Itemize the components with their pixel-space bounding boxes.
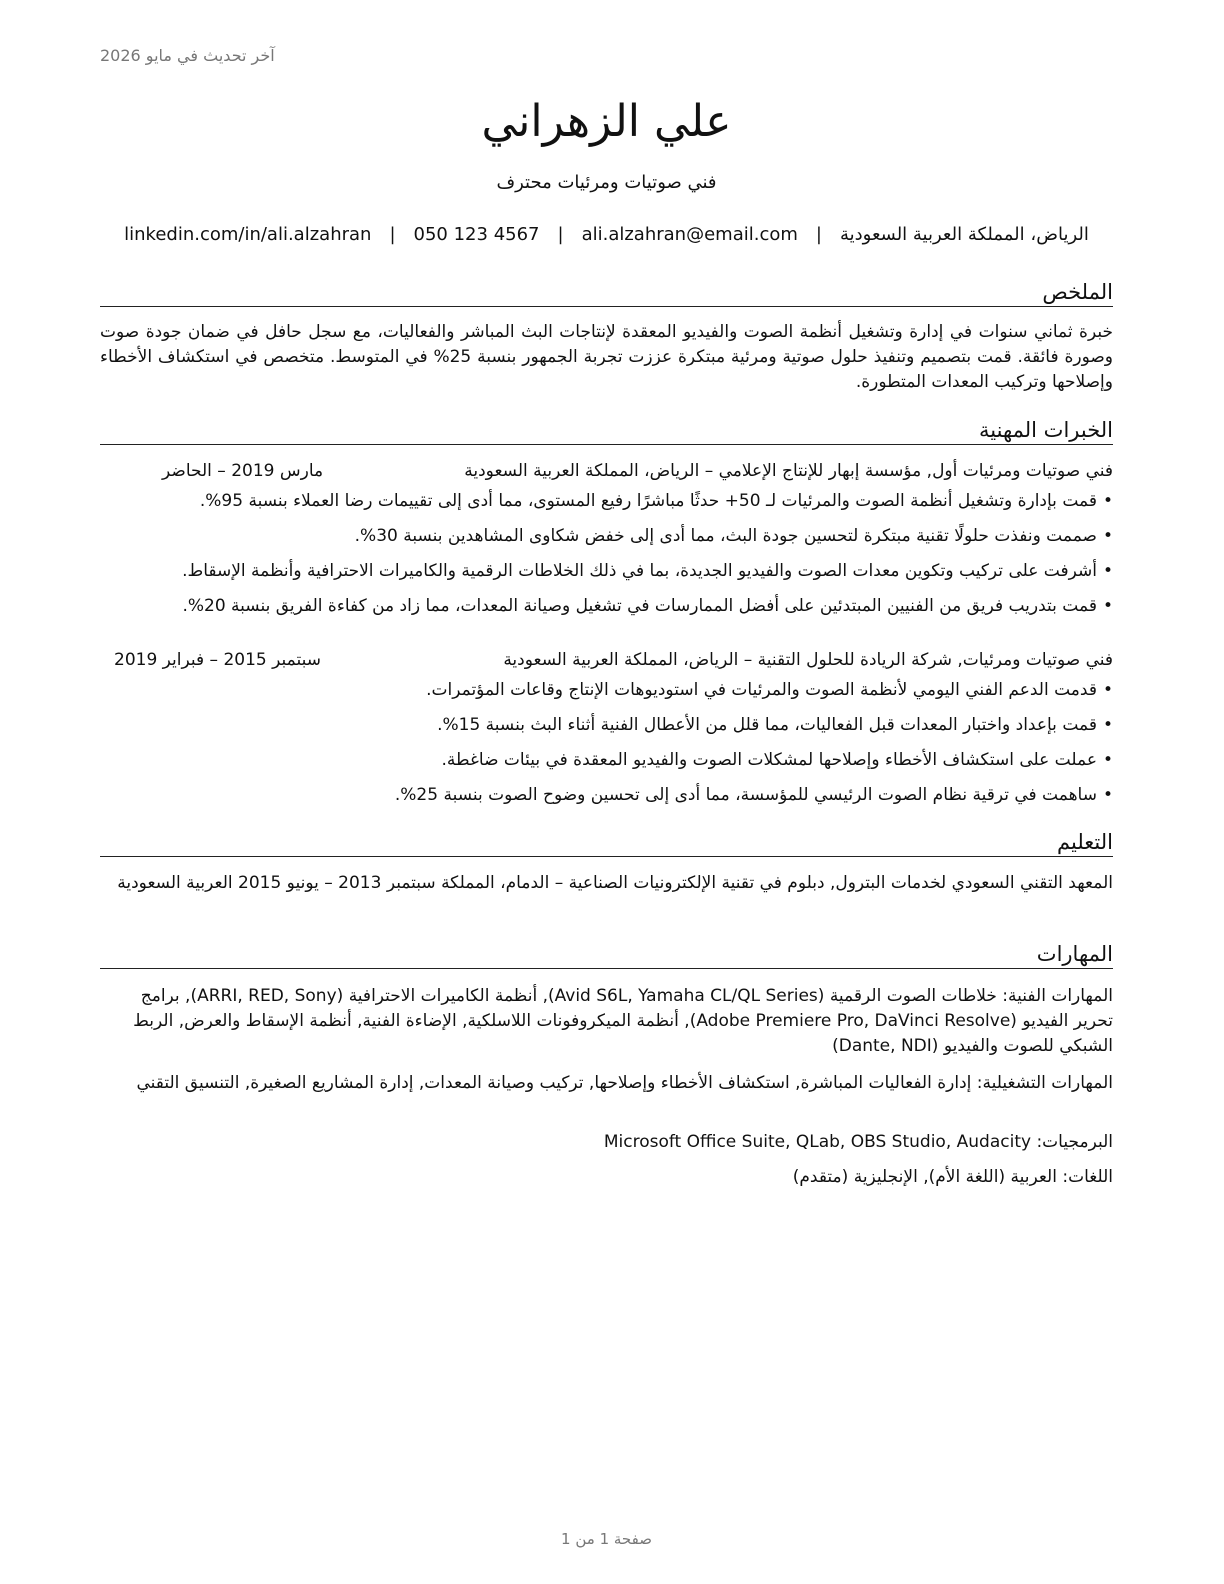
job-dates: مارس 2019 – الحاضر	[162, 461, 324, 481]
skills-heading: المهارات	[100, 940, 1113, 969]
skills-technical: المهارات الفنية: خلاطات الصوت الرقمية (Avid S6L, Yamaha CL/QL Series), أنظمة الكاميرات الاحترافية (ARRI, RED, Sony), برامج تحرير الفيديو (Adobe Premiere Pro, DaVinci Resolve), أنظمة الميكروفونات اللاسلكية, الإضاءة الفنية, أنظمة الإسقاط والعرض, الربط الشبكي للصوت والفيديو (Dante, NDI)	[133, 986, 1113, 1056]
skills-languages: اللغات: العربية (اللغة الأم), الإنجليزية (متقدم)	[792, 1167, 1113, 1187]
job-bullet: •أشرفت على تركيب وتكوين معدات الصوت والفيديو الجديدة، بما في ذلك الخلاطات الرقمية والكاميرات الاحترافية وأنظمة الإسقاط.	[182, 561, 1113, 581]
bullet-dot-icon: •	[1102, 596, 1113, 616]
job-bullet: •عملت على استكشاف الأخطاء وإصلاحها لمشكلات الصوت والفيديو المعقدة في بيئات ضاغطة.	[441, 750, 1113, 770]
candidate-name: علي الزهراني	[481, 96, 732, 147]
contact-phone: 050 123 4567	[413, 224, 540, 245]
bullet-dot-icon: •	[1102, 750, 1113, 770]
job-role-company: فني صوتيات ومرئيات, شركة الريادة للحلول التقنية – الرياض، المملكة العربية السعودية	[503, 650, 1113, 670]
skills-operational: المهارات التشغيلية: إدارة الفعاليات المباشرة, استكشاف الأخطاء وإصلاحها, تركيب وصيانة المعدات, إدارة المشاريع الصغيرة, التنسيق التقني	[136, 1073, 1113, 1093]
job-role-company: فني صوتيات ومرئيات أول, مؤسسة إبهار للإنتاج الإعلامي – الرياض، المملكة العربية السعودية	[464, 461, 1113, 481]
bullet-dot-icon: •	[1102, 526, 1113, 546]
bullet-dot-icon: •	[1102, 785, 1113, 805]
summary-text: خبرة ثماني سنوات في إدارة وتشغيل أنظمة الصوت والفيديو المعقدة لإنتاجات البث المباشر والفعاليات، مع سجل حافل في ضمان جودة صوت وصورة فائقة. قمت بتصميم وتنفيذ حلول صوتية ومرئية مبتكرة عززت تجربة الجمهور بنسبة 25% في المتوسط. متخصص في استكشاف الأخطاء وإصلاحها وتركيب المعدات المتطورة.	[100, 322, 1114, 392]
bullet-dot-icon: •	[1102, 680, 1113, 700]
contact-separator: |	[815, 224, 822, 245]
contact-linkedin[interactable]: linkedin.com/in/ali.alzahran	[124, 224, 372, 245]
job-bullet: •قمت بإعداد واختبار المعدات قبل الفعاليات، مما قلل من الأعطال الفنية أثناء البث بنسبة 15%.	[437, 715, 1113, 735]
contact-separator: |	[557, 224, 564, 245]
job-dates: سبتمبر 2015 – فبراير 2019	[114, 650, 321, 670]
experience-heading: الخبرات المهنية	[100, 416, 1113, 445]
contact-line	[100, 222, 1113, 248]
candidate-title: فني صوتيات ومرئيات محترف	[496, 172, 717, 193]
resume-page	[100, 0, 1113, 1584]
job-bullet: •صممت ونفذت حلولًا تقنية مبتكرة لتحسين جودة البث، مما أدى إلى خفض شكاوى المشاهدين بنسبة 30%.	[354, 526, 1113, 546]
bullet-dot-icon: •	[1102, 715, 1113, 735]
skills-software-label: البرمجيات:	[1036, 1132, 1113, 1152]
skills-software	[100, 1130, 1113, 1155]
contact-separator: |	[389, 224, 396, 245]
bullet-dot-icon: •	[1102, 561, 1113, 581]
education-heading: التعليم	[100, 828, 1113, 857]
contact-location: الرياض، المملكة العربية السعودية	[839, 224, 1089, 245]
job-bullet: •قمت بتدريب فريق من الفنيين المبتدئين على أفضل الممارسات في تشغيل وصيانة المعدات، مما زاد من كفاءة الفريق بنسبة 20%.	[182, 596, 1113, 616]
summary-heading: الملخص	[100, 278, 1113, 307]
job-bullet: •قمت بإدارة وتشغيل أنظمة الصوت والمرئيات لـ 50+ حدثًا مباشرًا رفيع المستوى، مما أدى إلى تقييمات رضا العملاء بنسبة 95%.	[199, 491, 1113, 511]
job-bullet: •ساهمت في ترقية نظام الصوت الرئيسي للمؤسسة، مما أدى إلى تحسين وضوح الصوت بنسبة 25%.	[394, 785, 1113, 805]
page-number: صفحة 1 من 1	[561, 1530, 652, 1548]
job-bullet: •قدمت الدعم الفني اليومي لأنظمة الصوت والمرئيات في استوديوهات الإنتاج وقاعات المؤتمرات.	[426, 680, 1113, 700]
skills-software-list: Microsoft Office Suite, QLab, OBS Studio, Audacity	[603, 1132, 1032, 1152]
contact-email[interactable]: ali.alzahran@email.com	[581, 224, 798, 245]
education-text: المعهد التقني السعودي لخدمات البترول, دبلوم في تقنية الإلكترونيات الصناعية – الدمام، المملكة سبتمبر 2013 – يونيو 2015 العربية السعودية	[117, 873, 1113, 893]
last-updated: آخر تحديث في مايو 2026	[100, 46, 275, 65]
job-header	[100, 647, 1113, 673]
job-header	[100, 458, 1113, 484]
bullet-dot-icon: •	[1102, 491, 1113, 511]
